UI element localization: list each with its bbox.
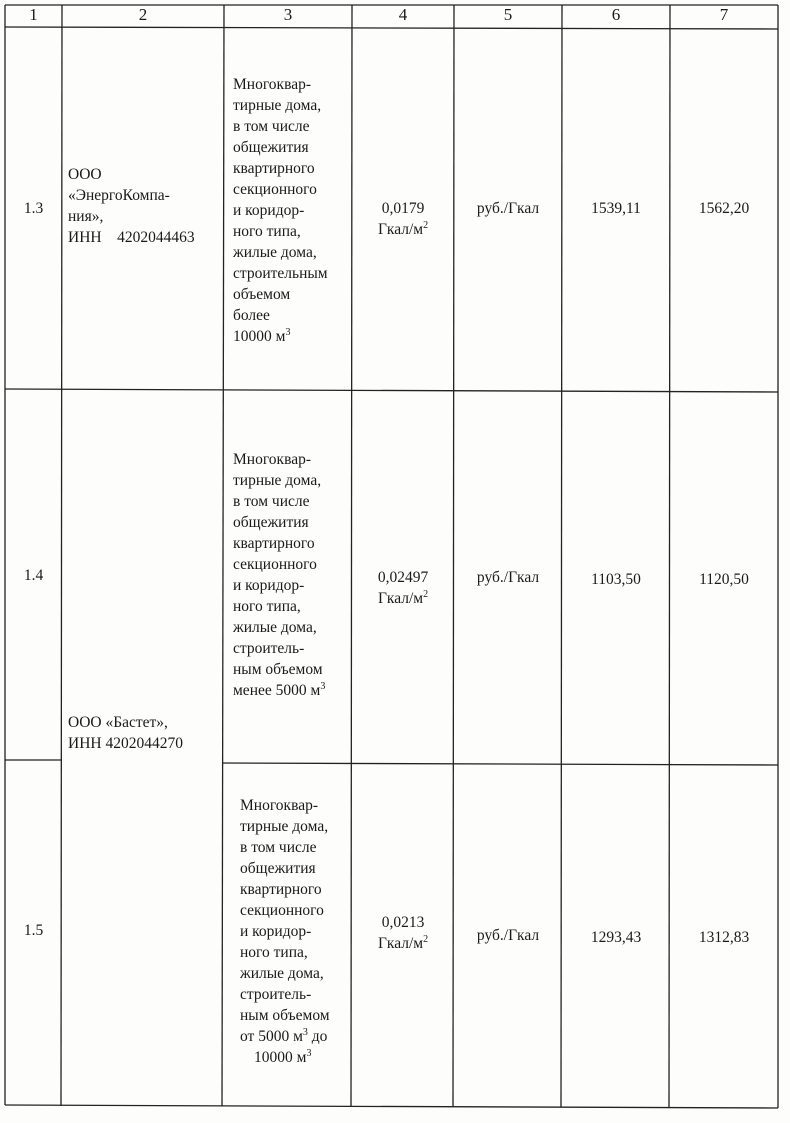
desc-line: секционного [240,902,324,919]
desc-line: ного типа, [233,598,301,615]
row-number: 1.5 [23,922,44,939]
norm-cell [352,567,454,609]
desc-line: жилые дома, [240,965,324,982]
norm-cell [352,912,454,954]
column-header-3: 3 [283,5,293,24]
unit-cell: руб./Гкал [476,569,540,586]
org-line: ООО [68,166,102,183]
desc-line: объемом [233,286,291,303]
desc-line-last [240,1047,352,1068]
norm-value: 0,0213 [381,914,425,931]
desc-line: общежития [240,860,316,877]
norm-unit-text: Гкал/м [377,590,424,607]
norm-value: 0,0179 [381,200,425,217]
desc-line: квартирного [233,535,315,552]
row-number: 1.4 [23,567,44,584]
org-line: ООО «Бастет», [68,714,168,731]
norm-unit [352,933,454,954]
desc-line: Многоквар- [240,797,318,814]
desc-line: в том числе [240,839,317,856]
value-col6: 1293,43 [590,929,642,946]
building-description [233,449,351,701]
desc-text: от 5000 м [240,1028,303,1045]
desc-line: секционного [233,556,317,573]
column-header-2: 2 [138,5,148,24]
desc-line: жилые дома, [233,619,317,636]
superscript: 2 [423,220,429,231]
desc-line: строительным [233,265,328,282]
column-header-5: 5 [503,5,513,24]
desc-text-suffix: до [307,1028,328,1045]
desc-line: Многоквар- [233,76,311,93]
org-line: ИНН 4202044270 [68,735,183,752]
org-line: ИНН 4202044463 [68,229,195,246]
desc-line: и коридор- [233,577,305,594]
superscript: 3 [285,327,291,338]
organization-name [68,164,222,248]
desc-text: менее 5000 м [233,682,321,699]
desc-line: и коридор- [240,923,312,940]
superscript: 3 [320,681,326,692]
desc-line: и коридор- [233,202,305,219]
norm-unit [352,588,454,609]
desc-line-last [233,326,351,347]
norm-value: 0,02497 [377,569,429,586]
desc-line: ным объемом [233,661,323,678]
column-header-6: 6 [611,5,621,24]
norm-unit [352,219,454,240]
superscript: 2 [423,589,429,600]
desc-line: тирные дома, [240,818,329,835]
norm-cell [352,198,454,240]
desc-line: квартирного [240,881,322,898]
column-header-1: 1 [29,5,38,24]
unit-cell: руб./Гкал [476,200,540,217]
value-col7: 1312,83 [698,929,750,946]
desc-line: строитель- [233,640,305,657]
desc-line: общежития [233,514,309,531]
desc-line-mid [240,1026,352,1047]
desc-line: квартирного [233,160,315,177]
desc-line: ным объемом [240,1007,330,1024]
norm-unit-text: Гкал/м [377,935,424,952]
desc-text: 10000 м [254,1049,307,1066]
desc-line: в том числе [233,493,310,510]
row-number: 1.3 [23,200,44,217]
value-col6: 1539,11 [591,200,641,217]
desc-line: общежития [233,139,309,156]
desc-line: Многоквар- [233,451,311,468]
value-col7: 1562,20 [698,200,750,217]
organization-name [68,712,222,754]
norm-unit-text: Гкал/м [377,221,424,238]
building-description [233,74,351,347]
desc-line: более [233,307,270,324]
desc-line: секционного [233,181,317,198]
superscript: 3 [306,1048,312,1059]
superscript: 3 [302,1027,308,1038]
desc-line: тирные дома, [233,97,322,114]
desc-line: жилые дома, [233,244,317,261]
desc-line: в том числе [233,118,310,135]
unit-cell: руб./Гкал [476,927,540,944]
org-line: «ЭнергоКомпа- [68,187,170,204]
column-header-4: 4 [398,5,408,24]
org-line: ния», [68,208,104,225]
desc-line: ного типа, [240,944,308,961]
desc-line: тирные дома, [233,472,322,489]
value-col7: 1120,50 [699,571,749,588]
desc-line: ного типа, [233,223,301,240]
value-col6: 1103,50 [591,571,641,588]
superscript: 2 [423,934,429,945]
desc-line: строитель- [240,986,312,1003]
desc-line-last [233,680,351,701]
building-description [240,795,352,1068]
desc-text: 10000 м [233,328,286,345]
column-header-7: 7 [719,5,729,24]
